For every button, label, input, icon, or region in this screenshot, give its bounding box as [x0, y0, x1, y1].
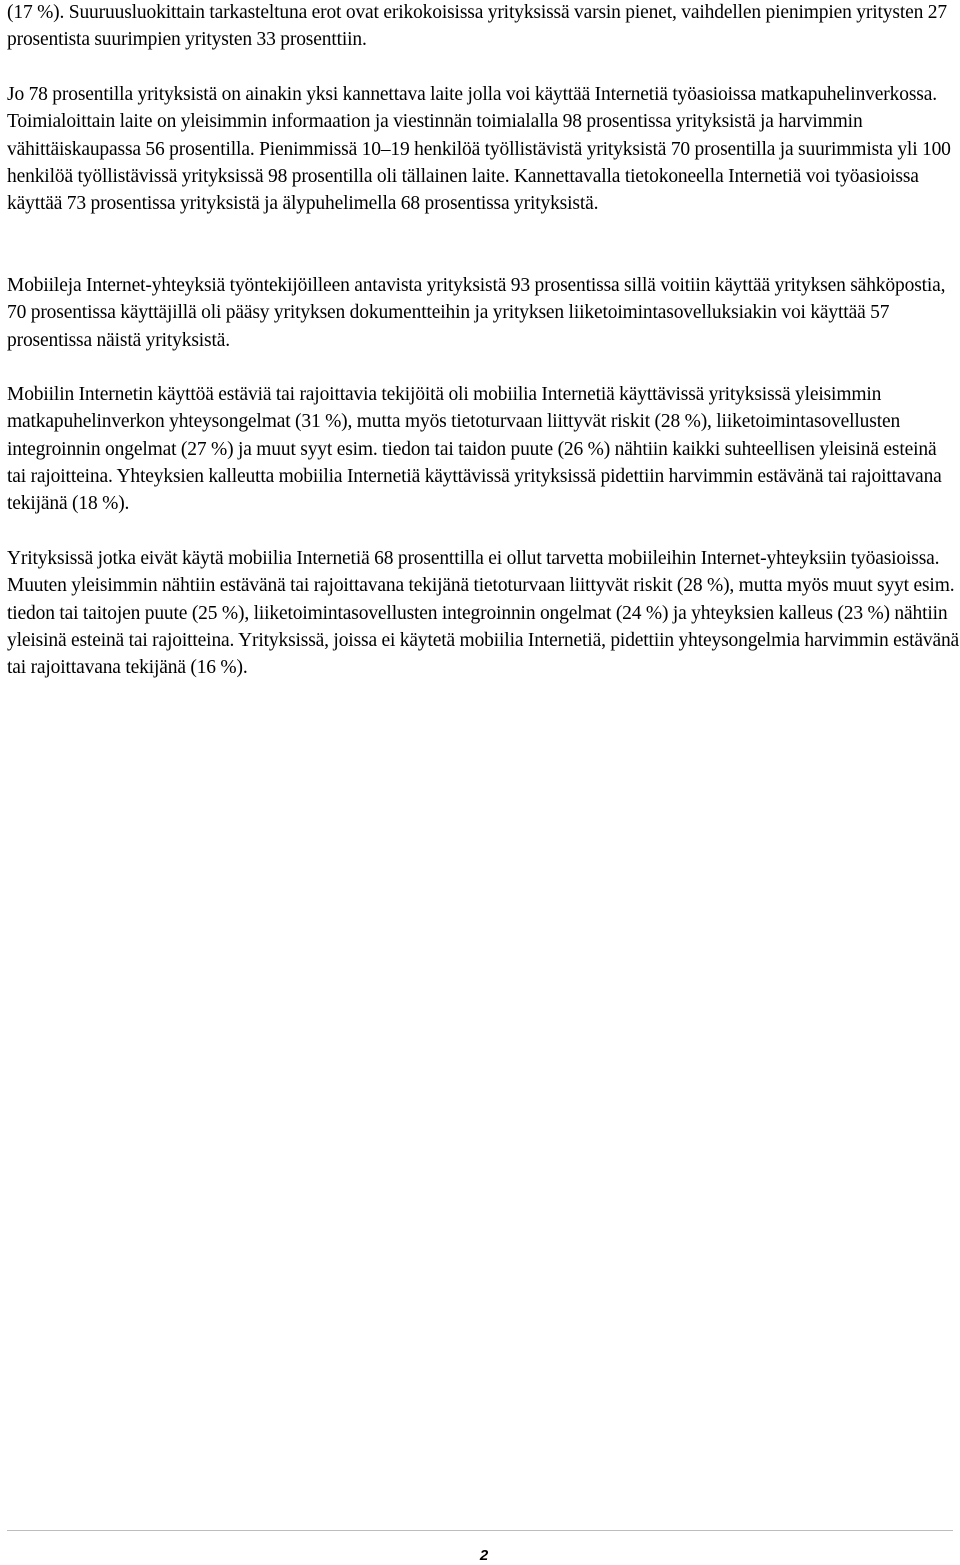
paragraph-2: Jo 78 prosentilla yrityksistä on ainakin yksi kannettava laite jolla voi käyttää Internetiä työasioissa matkapuhelinverkossa. Toimialoittain laite on yleisimmin informaation ja viestinnän toimialalla 98 prosentissa yrityksistä ja harvimmin vähittäiskaupassa 56 prosentilla. Pienimmissä 10–19 henkilöä työllistävistä yrityksistä 70 prosentilla ja suurimmista yli 100 henkilöä työllistävissä yrityksissä 98 prosentilla oli tällainen laite. Kannettavalla tietokoneella Internetiä voi työasioissa käyttää 73 prosentissa yrityksistä ja älypuhelimella 68 prosentissa yrityksistä. — [7, 84, 951, 215]
page-number: 2 — [479, 1547, 489, 1564]
paragraph-1: (17 %). Suuruusluokittain tarkasteltuna erot ovat erikokoisissa yrityksissä varsin pienet, vaihdellen pienimpien yritysten 27 prosentista suurimpien yritysten 33 prosenttiin. — [7, 2, 947, 51]
paragraph-5: Yrityksissä jotka eivät käytä mobiilia Internetiä 68 prosenttilla ei ollut tarvetta mobiileihin Internet-yhteyksiin työasioissa. Muuten yleisimmin nähtiin estävänä tai rajoittavana tekijänä tietoturvaan liittyvät riskit (28 %), mutta myös muut syyt esim. tiedon tai taitojen puute (25 %), liiketoimintasovellusten integroinnin ongelmat (24 %) ja yhteyksien kalleus (23 %) nähtiin yleisinä esteinä tai rajoitteina. Yrityksissä, joissa ei käytetä mobiilia Internetiä, pidettiin yhteysongelmia harvimmin estävänä tai rajoittavana tekijänä (16 %). — [7, 548, 960, 679]
footer-divider — [7, 1530, 953, 1531]
paragraph-4: Mobiilin Internetin käyttöä estäviä tai rajoittavia tekijöitä oli mobiilia Internetiä käyttävissä yrityksissä yleisimmin matkapuhelinverkon yhteysongelmat (31 %), mutta myös tietoturvaan liittyvät riskit (28 %), liiketoimintasovellusten integroinnin ongelmat (27 %) ja muut syyt esim. tiedon tai taidon puute (26 %) nähtiin kaikki suhteellisen yleisinä esteinä tai rajoitteina. Yhteyksien kalleutta mobiilia Internetiä käyttävissä yrityksissä pidettiin harvimmin estävänä tai rajoittavana tekijänä (18 %). — [7, 384, 942, 515]
paragraph-3: Mobiileja Internet-yhteyksiä työntekijöilleen antavista yrityksistä 93 prosentissa sillä voitiin käyttää yrityksen sähköpostia, 70 prosentissa käyttäjillä oli pääsy yrityksen dokumentteihin ja yrityksen liiketoimintasovelluksiakin voi käyttää 57 prosentissa näistä yrityksistä. — [7, 275, 946, 351]
